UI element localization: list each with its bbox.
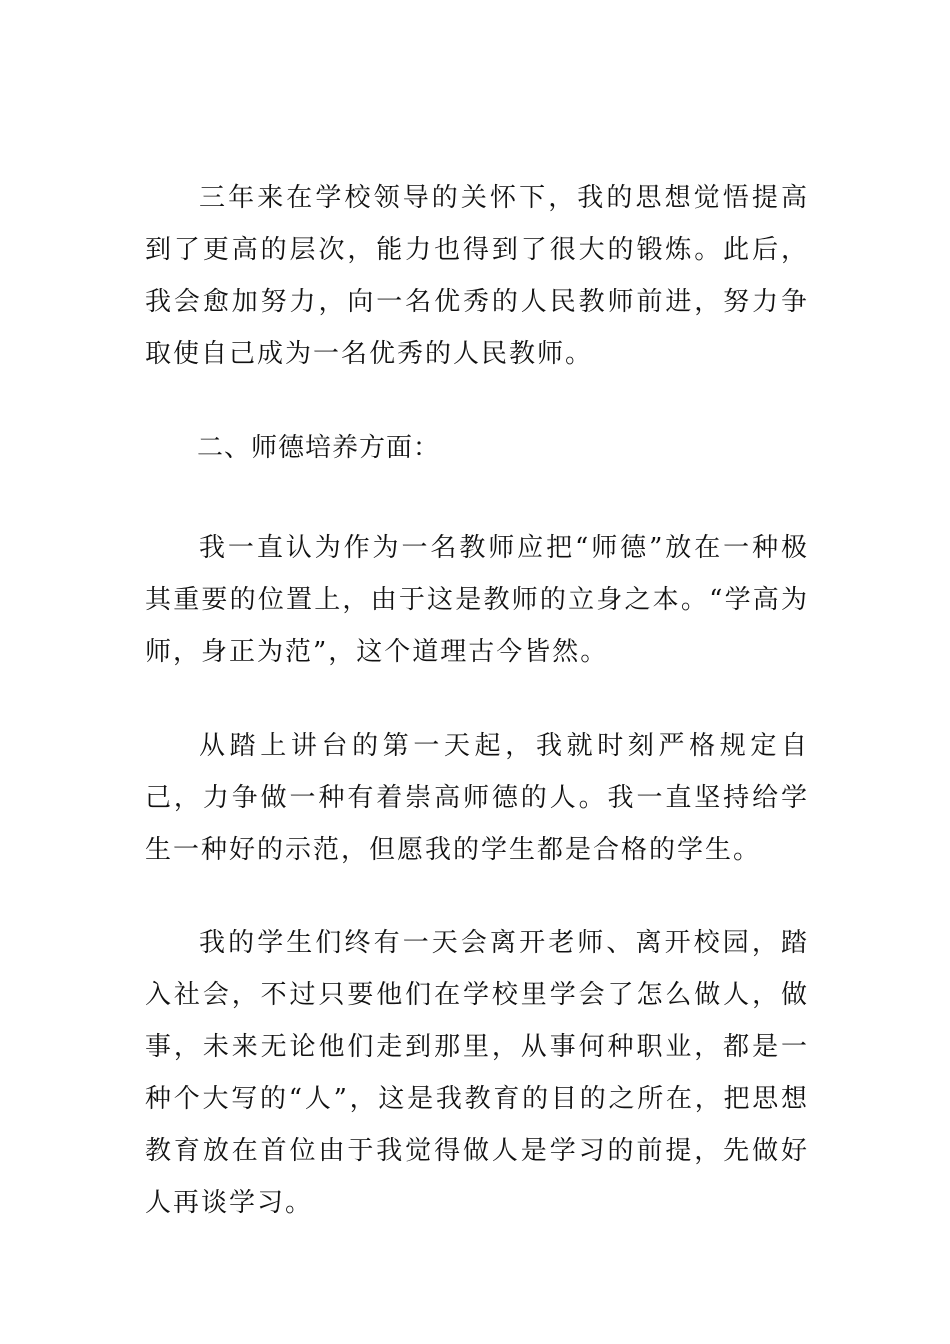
paragraph-teacher-ethics-importance: 我一直认为作为一名教师应把“师德”放在一种极其重要的位置上，由于这是教师的立身之本。“学高为师，身正为范”，这个道理古今皆然。 — [145, 533, 809, 667]
paragraph-strict-standards: 从踏上讲台的第一天起，我就时刻严格规定自己，力争做一种有着崇高师德的人。我一直坚持给学生一种好的示范，但愿我的学生都是合格的学生。 — [145, 731, 809, 865]
section-heading-teacher-ethics: 二、师德培养方面： — [197, 433, 441, 463]
paragraph-leadership-care: 三年来在学校领导的关怀下，我的思想觉悟提高到了更高的层次，能力也得到了很大的锻炼。此后，我会愈加努力，向一名优秀的人民教师前进，努力争取使自己成为一名优秀的人民教师。 — [145, 183, 809, 369]
paragraph-moral-education: 我的学生们终有一天会离开老师、离开校园，踏入社会，不过只要他们在学校里学会了怎么做人，做事，未来无论他们走到那里，从事何种职业，都是一种个大写的“人”，这是我教育的目的之所在，把思想教育放在首位由于我觉得做人是学习的前提，先做好人再谈学习。 — [145, 928, 809, 1218]
